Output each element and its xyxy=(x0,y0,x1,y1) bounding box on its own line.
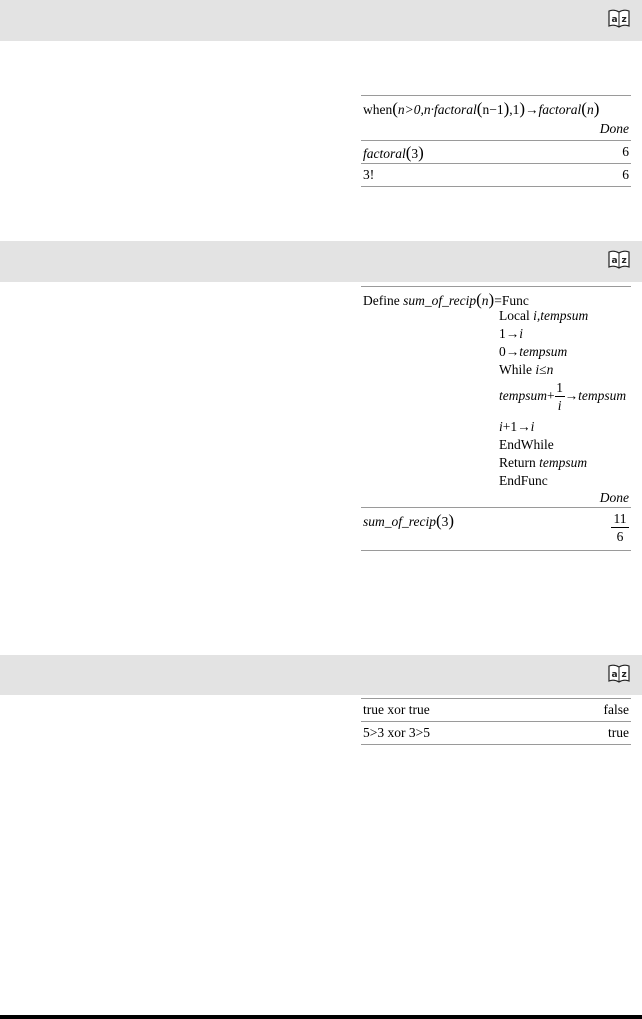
program-line-while: While i≤n xyxy=(499,362,554,377)
program-line-endwhile: EndWhile xyxy=(499,437,554,452)
expression: sum_of_recip(3) xyxy=(363,511,455,530)
example-panel-sum-of-recip xyxy=(361,286,631,551)
example-row-factoral-3 xyxy=(361,141,631,163)
catalog-book-icon xyxy=(608,663,630,683)
section-header-band-1 xyxy=(0,0,642,41)
svg-text:z: z xyxy=(621,670,627,680)
result-value: 6 xyxy=(622,167,629,182)
svg-text:a: a xyxy=(611,15,618,25)
section-header-band-2 xyxy=(0,241,642,282)
section-header-band-3 xyxy=(0,655,642,695)
expression: true xor true xyxy=(363,702,430,717)
program-line-increment: i+1→i xyxy=(499,419,535,434)
svg-text:z: z xyxy=(621,256,627,266)
define-line: Define sum_of_recip(n)=Func xyxy=(363,290,529,309)
example-row-define-factoral xyxy=(361,96,631,140)
example-row-call-sum-of-recip xyxy=(361,508,631,550)
expression: when(n>0,n·factoral(n−1),1)→factoral(n) xyxy=(363,99,600,118)
example-row-3-factorial xyxy=(361,164,631,186)
svg-text:z: z xyxy=(621,15,627,25)
result-value: 6 xyxy=(622,144,629,159)
svg-text:a: a xyxy=(611,670,618,680)
svg-text:a: a xyxy=(611,256,618,266)
program-line-init-i: 1→i xyxy=(499,326,524,341)
catalog-book-icon xyxy=(608,8,630,28)
expression: factoral(3) xyxy=(363,143,424,162)
result-fraction: 11 6 xyxy=(611,511,629,544)
result-done: Done xyxy=(599,490,629,505)
footer-rule xyxy=(0,1015,642,1019)
program-line-return: Return tempsum xyxy=(499,455,588,470)
result-value: true xyxy=(608,725,629,740)
program-line-accumulate: tempsum+ $\frac{1}{i}$ →tempsum xyxy=(499,380,627,413)
divider xyxy=(361,186,631,187)
example-row-compare-xor xyxy=(361,722,631,744)
fraction-one-over-i: $\frac{1}{i}$ xyxy=(556,380,563,413)
expression: 3! xyxy=(363,167,375,182)
catalog-book-icon xyxy=(608,249,630,269)
divider xyxy=(361,744,631,745)
divider xyxy=(361,550,631,551)
result-value: false xyxy=(603,702,629,717)
example-panel-xor xyxy=(361,698,631,745)
program-line-endfunc: EndFunc xyxy=(499,473,548,488)
result-done: Done xyxy=(599,121,629,136)
program-line-init-tempsum: 0→tempsum xyxy=(499,344,568,359)
program-line-local: Local i,tempsum xyxy=(499,308,589,323)
example-row-define-function xyxy=(361,287,631,507)
expression: 5>3 xor 3>5 xyxy=(363,725,430,740)
example-row-true-xor-true xyxy=(361,699,631,721)
example-panel-factoral xyxy=(361,95,631,187)
